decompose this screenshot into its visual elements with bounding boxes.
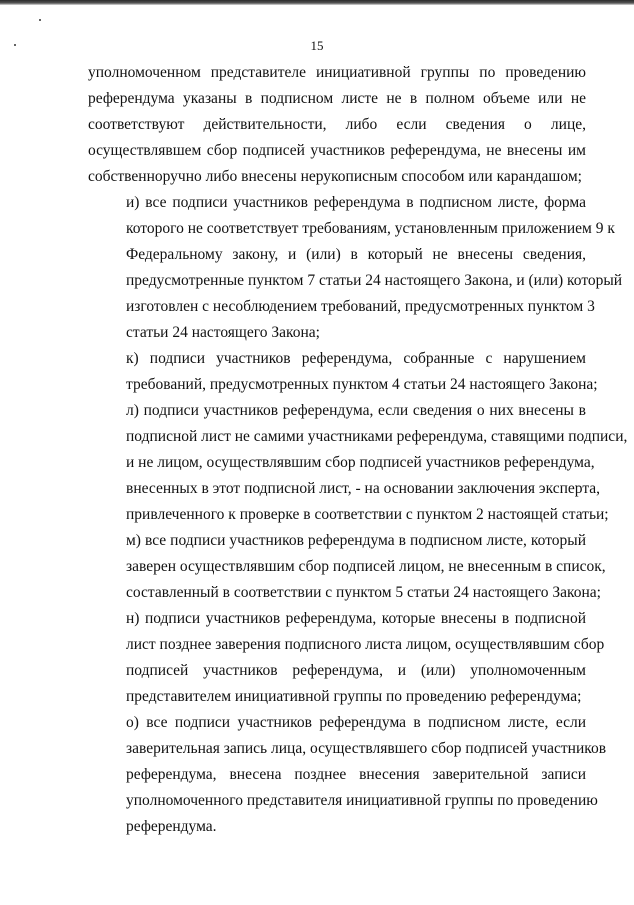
text-line: л) подписи участников референдума, если сведения о них внесены в bbox=[126, 402, 586, 419]
paragraph bbox=[88, 710, 607, 840]
text-line: представителем инициативной группы по проведению референдума; bbox=[126, 688, 582, 705]
text-line: подписной лист не самими участниками референдума, ставящими подписи, bbox=[126, 428, 628, 445]
text-line: которого не соответствует требованиям, установленным приложением 9 к bbox=[126, 220, 615, 237]
text-line: заверен осуществлявшим сбор подписей лицом, не внесенным в список, bbox=[126, 558, 606, 575]
text-line: референдума указаны в подписном листе не в полном объеме или не bbox=[88, 90, 586, 107]
paragraph bbox=[88, 398, 628, 528]
text-line: и не лицом, осуществлявшим сбор подписей участников референдума, bbox=[126, 454, 595, 471]
page-number: 15 bbox=[310, 38, 324, 53]
text-line: н) подписи участников референдума, которые внесены в подписной bbox=[126, 610, 586, 627]
paragraph bbox=[88, 190, 623, 346]
text-line: предусмотренные пунктом 7 статьи 24 настоящего Закона, и (или) который bbox=[126, 272, 623, 289]
text-line: статьи 24 настоящего Закона; bbox=[126, 324, 320, 341]
text-line: м) все подписи участников референдума в подписном листе, который bbox=[126, 532, 586, 549]
text-line: лист позднее заверения подписного листа лицом, осуществлявшим сбор bbox=[126, 636, 605, 653]
text-line: собственноручно либо внесены нерукописным способом или карандашом; bbox=[88, 168, 582, 185]
text-line: внесенных в этот подписной лист, - на основании заключения эксперта, bbox=[126, 480, 601, 497]
text-line: составленный в соответствии с пунктом 5 статьи 24 настоящего Закона; bbox=[126, 584, 601, 601]
text-line: заверительная запись лица, осуществлявшего сбор подписей участников bbox=[126, 740, 607, 757]
text-line: осуществлявшем сбор подписей участников референдума, не внесены им bbox=[88, 142, 586, 159]
text-line: уполномоченного представителя инициативной группы по проведению bbox=[126, 792, 598, 809]
text-line: о) все подписи участников референдума в подписном листе, если bbox=[126, 714, 586, 731]
text-line: изготовлен с несоблюдением требований, предусмотренных пунктом 3 bbox=[126, 298, 595, 315]
paragraph bbox=[88, 346, 598, 398]
scan-speck bbox=[39, 19, 41, 21]
text-line: подписей участников референдума, и (или) уполномоченным bbox=[126, 662, 586, 679]
paragraph bbox=[88, 60, 586, 190]
text-line: уполномоченном представителе инициативной группы по проведению bbox=[88, 64, 586, 81]
text-line: привлеченного к проверке в соответствии с пунктом 2 настоящей статьи; bbox=[126, 506, 609, 523]
document-body bbox=[88, 60, 628, 840]
text-line: Федеральному закону, и (или) в который не внесены сведения, bbox=[126, 246, 586, 263]
paragraph bbox=[88, 606, 605, 710]
text-line: требований, предусмотренных пунктом 4 статьи 24 настоящего Закона; bbox=[126, 376, 598, 393]
paragraph bbox=[88, 528, 606, 606]
text-line: референдума, внесена позднее внесения заверительной записи bbox=[126, 766, 586, 783]
text-line: соответствуют действительности, либо если сведения о лице, bbox=[88, 116, 586, 133]
text-line: референдума. bbox=[126, 818, 217, 835]
scan-top-edge bbox=[0, 0, 634, 5]
text-line: к) подписи участников референдума, собранные с нарушением bbox=[126, 350, 586, 367]
text-line: и) все подписи участников референдума в подписном листе, форма bbox=[126, 194, 586, 211]
